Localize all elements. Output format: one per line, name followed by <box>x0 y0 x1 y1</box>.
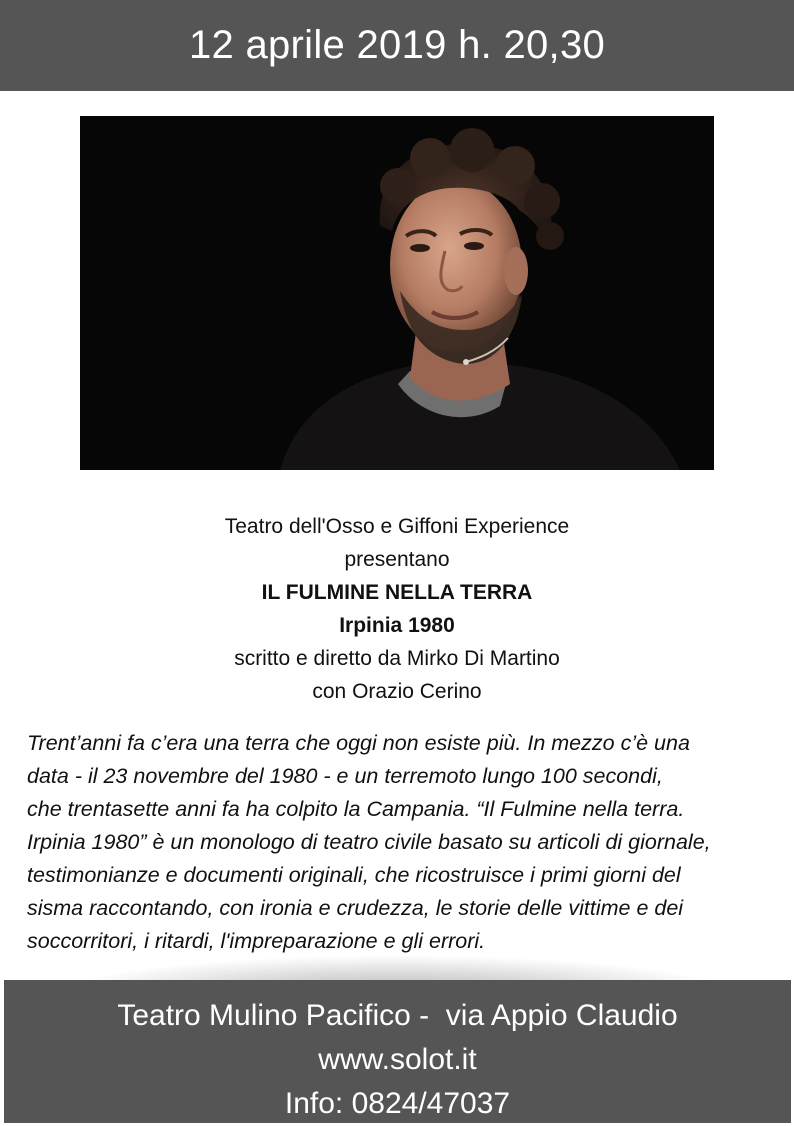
show-subtitle: Irpinia 1980 <box>339 614 455 637</box>
venue-address: Teatro Mulino Pacifico - via Appio Claudio <box>117 999 678 1032</box>
actor-portrait-photo <box>80 116 714 470</box>
presenters: Teatro dell'Osso e Giffoni Experience <box>224 515 570 538</box>
author-credit: scritto e diretto da Mirko Di Martino <box>234 647 560 670</box>
date-header <box>0 0 794 91</box>
website-link[interactable]: www.solot.it <box>318 1043 477 1076</box>
cast-credit: con Orazio Cerino <box>312 680 482 703</box>
venue-footer <box>4 980 791 1123</box>
info-phone: Info: 0824/47037 <box>284 1087 511 1120</box>
show-title: IL FULMINE NELLA TERRA <box>261 581 533 604</box>
event-date-time: 12 aprile 2019 h. 20,30 <box>188 23 606 67</box>
presenting-label: presentano <box>344 548 450 571</box>
credits-block <box>0 510 794 708</box>
actor-photo <box>80 116 714 470</box>
synopsis-text: Trent’anni fa c’era una terra che oggi non esiste più. In mezzo c’è una data - il 23 novembre del 1980 - e un terremoto lungo 100 secondi, che trentasette anni fa ha colpito la Campania. “Il Fulmine nella terra. Irpinia 1980” è un monologo di teatro civile basato su articoli di giornale, testimonianze e documenti originali, che ricostruisce i primi giorni del sisma raccontando, con ironia e crudezza, le storie delle vittime e dei soccorritori, i ritardi, l'impreparazione e gli errori. <box>27 731 711 953</box>
